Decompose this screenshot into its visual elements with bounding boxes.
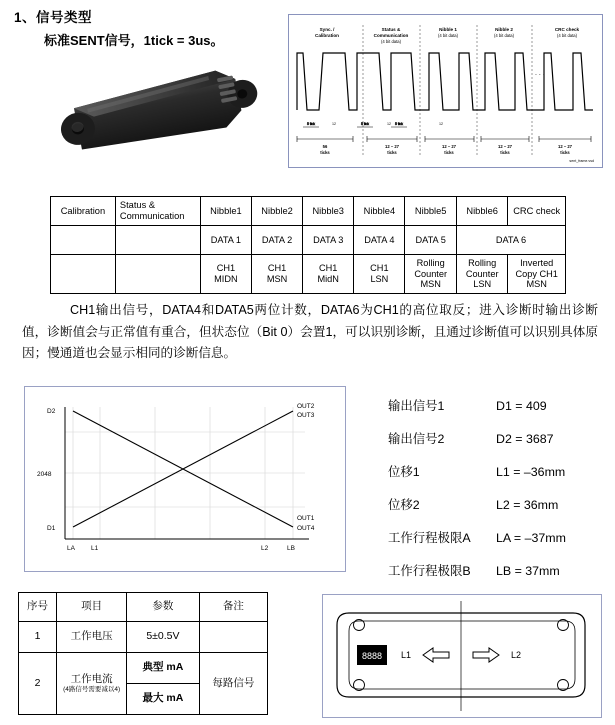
list-item <box>388 462 608 480</box>
svg-text:12 – 27: 12 – 27 <box>498 144 512 149</box>
svg-text:(4 bit data): (4 bit data) <box>380 39 402 44</box>
svg-text:OUT2: OUT2 <box>297 403 315 410</box>
label-cell: CH1 MIDN <box>200 255 251 294</box>
header-cell: CRC check <box>508 197 566 226</box>
value-text: D2 = 3687 <box>496 432 554 446</box>
svg-text:Sync. /: Sync. / <box>319 27 335 32</box>
svg-text:LB: LB <box>287 545 295 552</box>
value-text: LA = –37mm <box>496 531 566 545</box>
svg-text:sent_frame.vsd: sent_frame.vsd <box>569 159 594 163</box>
data-cell <box>51 226 116 255</box>
svg-text:12 – 27: 12 – 27 <box>385 144 399 149</box>
svg-text:. . .: . . . <box>535 70 545 77</box>
device-drawing <box>322 594 602 718</box>
header-cell: Calibration <box>51 197 116 226</box>
header-cell: Nibble6 <box>456 197 507 226</box>
data-cell: DATA 5 <box>405 226 456 255</box>
svg-text:(4 bit data): (4 bit data) <box>493 33 515 38</box>
value-label: 位移1 <box>388 465 420 479</box>
section-subtitle: 标准SENT信号，1tick = 3us。 <box>44 33 224 48</box>
data-cell: DATA 4 <box>354 226 405 255</box>
row-number: 1 <box>19 622 57 653</box>
svg-text:5 tick: 5 tick <box>307 122 315 126</box>
header-cell: Nibble1 <box>200 197 251 226</box>
data-cell: DATA 3 <box>303 226 354 255</box>
row-param: 5±0.5V <box>127 622 200 653</box>
value-label: 输出信号1 <box>388 399 445 413</box>
label-cell: CH1 MidN <box>303 255 354 294</box>
svg-text:D1: D1 <box>47 525 56 532</box>
label-cell: Inverted Copy CH1 MSN <box>508 255 566 294</box>
svg-text:Status &: Status & <box>381 27 401 32</box>
value-list <box>388 396 608 594</box>
row-item: 工作电压 <box>57 622 127 653</box>
svg-text:12: 12 <box>332 122 336 126</box>
row-item-label: 工作电流 <box>70 673 113 686</box>
value-text: LB = 37mm <box>496 564 560 578</box>
value-text: L1 = –36mm <box>496 465 566 479</box>
data-cell: DATA 2 <box>251 226 302 255</box>
value-text: D1 = 409 <box>496 399 547 413</box>
row-remark: 每路信号 <box>199 653 267 715</box>
data-cell: DATA 6 <box>456 226 565 255</box>
svg-text:ticks: ticks <box>444 150 454 155</box>
svg-text:OUT4: OUT4 <box>297 525 315 532</box>
row-item <box>57 653 127 715</box>
header-cell: Nibble2 <box>251 197 302 226</box>
svg-text:12 – 27: 12 – 27 <box>442 144 456 149</box>
svg-text:ticks: ticks <box>560 150 570 155</box>
data-cell: DATA 1 <box>200 226 251 255</box>
value-label: 输出信号2 <box>388 432 445 446</box>
header-cell: Nibble3 <box>303 197 354 226</box>
svg-text:ticks: ticks <box>500 150 510 155</box>
description-paragraph <box>22 300 598 365</box>
svg-text:ticks: ticks <box>387 150 397 155</box>
value-label: 位移2 <box>388 498 420 512</box>
sent-waveform-diagram <box>288 14 603 168</box>
list-item <box>388 528 608 546</box>
label-cell: Rolling Counter LSN <box>456 255 507 294</box>
svg-text:Communication: Communication <box>373 33 409 38</box>
value-label: 工作行程极限B <box>388 564 471 578</box>
spec-table <box>18 592 268 715</box>
svg-text:OUT3: OUT3 <box>297 412 315 419</box>
svg-text:ticks: ticks <box>320 150 330 155</box>
label-cell: Rolling Counter MSN <box>405 255 456 294</box>
label-cell: CH1 MSN <box>251 255 302 294</box>
svg-text:12: 12 <box>439 122 443 126</box>
svg-text:2048: 2048 <box>37 471 52 478</box>
label-cell <box>51 255 116 294</box>
svg-text:LA: LA <box>67 545 75 552</box>
table-row <box>19 622 268 653</box>
section-title: 1、信号类型 <box>14 10 93 25</box>
svg-text:56: 56 <box>322 144 328 149</box>
row-remark <box>199 622 267 653</box>
svg-text:Nibble 2: Nibble 2 <box>495 27 513 32</box>
list-item <box>388 396 608 414</box>
table-row <box>19 653 268 684</box>
svg-text:Nibble 1: Nibble 1 <box>439 27 457 32</box>
svg-text:5 tick: 5 tick <box>395 122 403 126</box>
label-cell <box>115 255 200 294</box>
row-param-typical: 典型 mA <box>127 653 200 684</box>
left-label: L1 <box>401 650 412 660</box>
header-cell: 序号 <box>19 593 57 622</box>
svg-text:CRC check: CRC check <box>554 27 580 32</box>
svg-text:12 – 27: 12 – 27 <box>558 144 572 149</box>
header-cell: Nibble4 <box>354 197 405 226</box>
svg-text:OUT1: OUT1 <box>297 515 315 522</box>
nibble-table <box>50 196 566 294</box>
paragraph-text: CH1输出信号，DATA4和DATA5两位计数，DATA6为CH1的高位取反；进入诊断时输出诊断值，诊断值会与正常值有重合，但状态位（Bit 0）会置1，可以识别诊断，且通过诊断值可以识别具体原因；慢通道也会显示相同的诊断信息。 <box>22 303 598 361</box>
row-item-note: (4路信号需要减以4) <box>63 686 121 694</box>
header-cell: 备注 <box>199 593 267 622</box>
svg-text:12: 12 <box>387 122 391 126</box>
data-cell <box>115 226 200 255</box>
row-param-max: 最大 mA <box>127 684 200 715</box>
svg-text:(4 bit data): (4 bit data) <box>437 33 459 38</box>
svg-text:D2: D2 <box>47 408 56 415</box>
table-row <box>19 593 268 622</box>
svg-text:L1: L1 <box>91 545 99 552</box>
connector-photo <box>55 64 265 169</box>
table-row <box>51 197 566 226</box>
svg-text:L2: L2 <box>261 545 269 552</box>
value-label: 工作行程极限A <box>388 531 471 545</box>
right-label: L2 <box>511 650 522 660</box>
header-cell: 参数 <box>127 593 200 622</box>
list-item <box>388 429 608 447</box>
row-number: 2 <box>19 653 57 715</box>
output-signal-graph <box>24 386 346 572</box>
table-row <box>51 255 566 294</box>
value-text: L2 = 36mm <box>496 498 559 512</box>
table-row <box>51 226 566 255</box>
header-cell: Nibble5 <box>405 197 456 226</box>
header-cell: 项目 <box>57 593 127 622</box>
svg-text:5 tick: 5 tick <box>361 122 369 126</box>
display-text: 8888 <box>361 651 383 661</box>
list-item <box>388 495 608 513</box>
header-cell: Status & Communication <box>115 197 200 226</box>
svg-text:(4 bit data): (4 bit data) <box>556 33 578 38</box>
list-item <box>388 561 608 579</box>
label-cell: CH1 LSN <box>354 255 405 294</box>
svg-text:Calibration: Calibration <box>315 33 339 38</box>
